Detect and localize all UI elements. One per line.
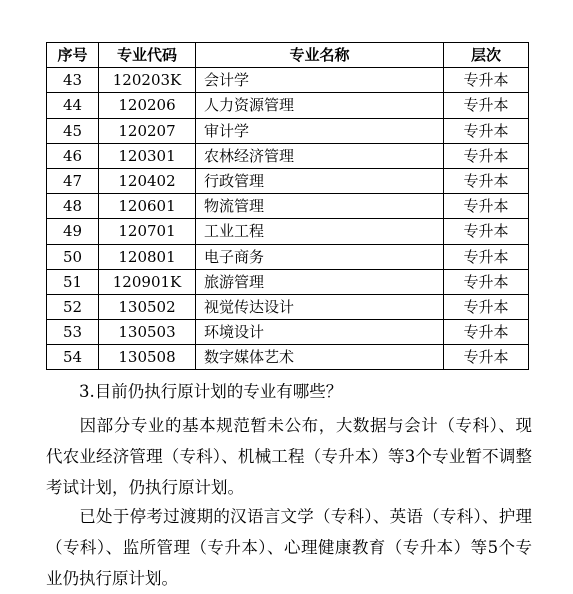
- table-header-row: [47, 43, 529, 68]
- cell-level: 专升本: [444, 143, 529, 168]
- header-major-name: 专业名称: [196, 43, 444, 68]
- cell-index: 53: [47, 320, 99, 345]
- cell-name: 农林经济管理: [196, 143, 444, 168]
- cell-level: 专升本: [444, 194, 529, 219]
- cell-name: 旅游管理: [196, 269, 444, 294]
- section-heading: 3.目前仍执行原计划的专业有哪些？: [79, 382, 343, 401]
- cell-name: 数字媒体艺术: [196, 345, 444, 370]
- cell-code: 120701: [99, 219, 196, 244]
- cell-level: 专升本: [444, 269, 529, 294]
- cell-code: 120402: [99, 168, 196, 193]
- table-row: [47, 143, 529, 168]
- cell-code: 120901K: [99, 269, 196, 294]
- cell-code: 130502: [99, 294, 196, 319]
- paragraph-text: 已处于停考过渡期的汉语言文学（专科）、英语（专科）、护理（专科）、监所管理（专升本）、心理健康教育（专升本）等5个专业仍执行原计划。: [46, 507, 532, 588]
- cell-level: 专升本: [444, 68, 529, 93]
- cell-index: 54: [47, 345, 99, 370]
- paragraph-transition-majors: [46, 501, 532, 594]
- cell-code: 120601: [99, 194, 196, 219]
- table-row: [47, 68, 529, 93]
- cell-level: 专升本: [444, 320, 529, 345]
- cell-name: 视觉传达设计: [196, 294, 444, 319]
- cell-index: 51: [47, 269, 99, 294]
- table-row: [47, 294, 529, 319]
- cell-name: 电子商务: [196, 244, 444, 269]
- cell-name: 审计学: [196, 118, 444, 143]
- cell-level: 专升本: [444, 244, 529, 269]
- table-row: [47, 168, 529, 193]
- cell-index: 47: [47, 168, 99, 193]
- table-row: [47, 244, 529, 269]
- cell-code: 120301: [99, 143, 196, 168]
- table-row: [47, 93, 529, 118]
- table-row: [47, 194, 529, 219]
- table-row: [47, 320, 529, 345]
- cell-index: 49: [47, 219, 99, 244]
- cell-code: 120207: [99, 118, 196, 143]
- cell-code: 120203K: [99, 68, 196, 93]
- paragraph-text: 因部分专业的基本规范暂未公布，大数据与会计（专科）、现代农业经济管理（专科）、机械工程（专升本）等3个专业暂不调整考试计划，仍执行原计划。: [46, 416, 532, 497]
- majors-table: [46, 42, 529, 370]
- cell-index: 46: [47, 143, 99, 168]
- header-level: 层次: [444, 43, 529, 68]
- cell-level: 专升本: [444, 219, 529, 244]
- cell-name: 工业工程: [196, 219, 444, 244]
- cell-level: 专升本: [444, 118, 529, 143]
- header-major-code: 专业代码: [99, 43, 196, 68]
- cell-level: 专升本: [444, 294, 529, 319]
- cell-index: 50: [47, 244, 99, 269]
- cell-index: 48: [47, 194, 99, 219]
- cell-name: 环境设计: [196, 320, 444, 345]
- cell-index: 43: [47, 68, 99, 93]
- cell-level: 专升本: [444, 345, 529, 370]
- cell-name: 人力资源管理: [196, 93, 444, 118]
- cell-code: 120206: [99, 93, 196, 118]
- cell-code: 120801: [99, 244, 196, 269]
- cell-name: 会计学: [196, 68, 444, 93]
- header-index: 序号: [47, 43, 99, 68]
- cell-name: 物流管理: [196, 194, 444, 219]
- table-row: [47, 269, 529, 294]
- table-row: [47, 345, 529, 370]
- table-row: [47, 219, 529, 244]
- cell-level: 专升本: [444, 168, 529, 193]
- cell-code: 130508: [99, 345, 196, 370]
- cell-index: 44: [47, 93, 99, 118]
- paragraph-unchanged-majors: [46, 410, 532, 503]
- table-row: [47, 118, 529, 143]
- cell-index: 52: [47, 294, 99, 319]
- cell-code: 130503: [99, 320, 196, 345]
- cell-index: 45: [47, 118, 99, 143]
- cell-name: 行政管理: [196, 168, 444, 193]
- cell-level: 专升本: [444, 93, 529, 118]
